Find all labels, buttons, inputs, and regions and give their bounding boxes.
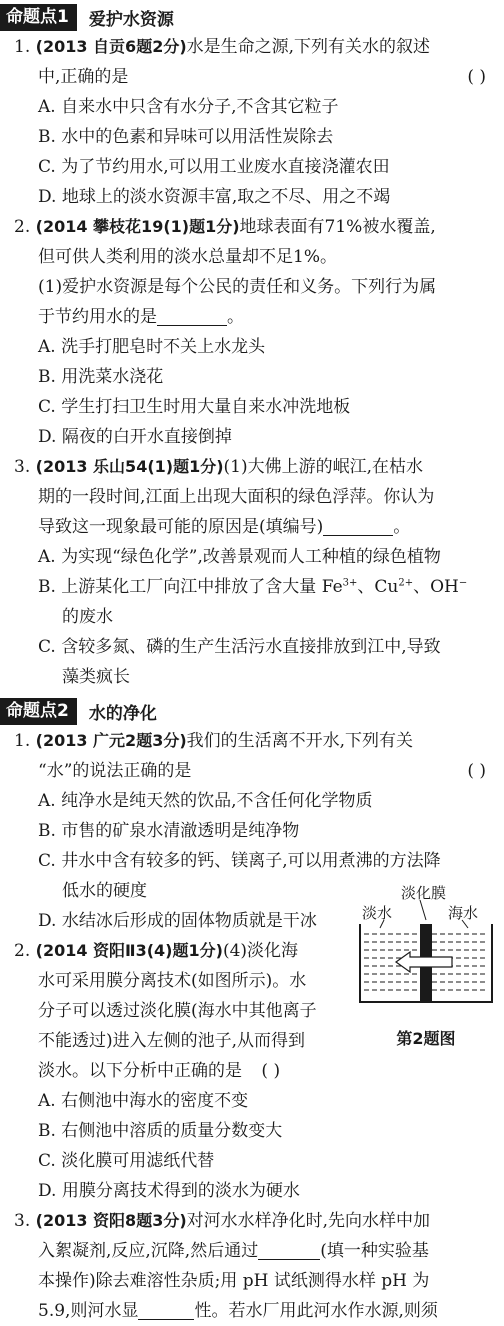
option-c: C. 学生打扫卫生时用大量自来水冲洗地板 bbox=[38, 397, 351, 417]
option-d: D. 地球上的淡水资源丰富,取之不尽、用之不竭 bbox=[38, 187, 391, 207]
answer-blank[interactable] bbox=[157, 305, 227, 326]
figure-caption: 第2题图 bbox=[396, 1029, 456, 1048]
worksheet-page: 命题点1 爱护水资源 1. (2013 自贡6题2分)水是生命之源,下列有关水的叙述 中,正确的是 ( ) A. 自来水中只含有水分子,不含其它粒子 B. 水中的色素和异味可以用活性炭除去 C. 为了节约用水,可以用工业废水直接浇灌农田 D. 地球上的淡水资源丰富,取之不尽、用之不竭 2. (2014 攀枝花19(1)题1分)地球表面有71%被水覆盖, 但可供人类利用的淡水总量却不足1%。 (1)爱护水资源是每个公民的责任和义务。下列行为属 于节约用水的是 。 A. 洗手打肥皂时不关上水龙头 B. 用洗菜水浇花 C. 学生打扫卫生时用大量自来水冲洗地板 D. 隔夜的白开水直接倒掉 3. (2013 乐山54(1)题1分)(1)大佛上游的岷江,在枯水 期的一段时间,江面上出现大面积的绿色浮萍。你认为 导致这一现象最可能的原因是(填编号) 。 A. 为实现“绿色化学”,改善景观而人工种植的绿色植物 B. 上游某化工厂向江中排放了含大量 $Fe^{3+}$、$Cu^{2+}$、OH− 的废水 C. 含较多氮、磷的生产生活污水直接排放到江中,导致 藻类疯长 命题点2 水的净化 1. (2013 广元2题3分)我们的生活离不开水,下列有关 “水”的说法正确的是 ( ) A. 纯净水是纯天然的饮品,不含任何化学物质 B. 市售的矿泉水清澈透明是纯净物 C. 井水中含有较多的钙、镁离子,可以用煮沸的方法降 低水的硬度 D. 水结冰后形成的固体物质就是干冰 2. (2014 资阳Ⅱ3(4)题1分)(4)淡化海 水可采用膜分离技术(如图所示)。水 分子可以透过淡化膜(海水中其他离子 不能透过)进入左侧的池子,从而得到 淡水。以下分析中正确的是 ( ) A. 右侧池中海水的密度不变 B. 右侧池中溶质的质量分数变大 C. 淡化膜可用滤纸代替 D. 用膜分离技术得到的淡水为硬水 3. (2013 资阳8题3分)对河水水样净化时,先向水样中加 入絮凝剂,反应,沉降,然后通过 (填一种实验基 本操作)除去难溶性杂质;用 pH 试纸测得水样 pH 为 5.9,则河水显 性。若水厂用此河水作水源,则须 bbox=[0, 0, 504, 1326]
answer-paren: ( ) bbox=[467, 67, 486, 87]
sea-water-label: 海水 bbox=[448, 904, 479, 922]
option-b: B. 右侧池中溶质的质量分数变大 bbox=[38, 1121, 283, 1141]
question-3: 3. (2013 乐山54(1)题1分)(1)大佛上游的岷江,在枯水 bbox=[14, 457, 424, 477]
option-c: C. 井水中含有较多的钙、镁离子,可以用煮沸的方法降 bbox=[38, 851, 441, 871]
option-a: A. 自来水中只含有水分子,不含其它粒子 bbox=[38, 97, 339, 117]
option-c: C. 淡化膜可用滤纸代替 bbox=[38, 1151, 215, 1171]
option-a: A. 洗手打肥皂时不关上水龙头 bbox=[38, 337, 266, 357]
option-c: C. 含较多氮、磷的生产生活污水直接排放到江中,导致 bbox=[38, 637, 441, 657]
option-b: B. 用洗菜水浇花 bbox=[38, 367, 164, 387]
question-source: (2013 自贡6题2分) bbox=[35, 37, 187, 56]
option-d: D. 用膜分离技术得到的淡水为硬水 bbox=[38, 1181, 300, 1201]
question-6: 3. (2013 资阳8题3分)对河水水样净化时,先向水样中加 bbox=[14, 1211, 431, 1231]
answer-paren: ( ) bbox=[261, 1061, 281, 1081]
question-source: (2014 攀枝花19(1)题1分) bbox=[35, 217, 240, 236]
membrane-figure bbox=[356, 884, 496, 1050]
option-a: A. 纯净水是纯天然的饮品,不含任何化学物质 bbox=[38, 791, 373, 811]
question-source: (2013 资阳8题3分) bbox=[35, 1211, 187, 1230]
option-c: C. 为了节约用水,可以用工业废水直接浇灌农田 bbox=[38, 157, 390, 177]
membrane-tank-diagram bbox=[356, 890, 496, 1010]
answer-blank[interactable] bbox=[258, 1239, 320, 1260]
section-header-1 bbox=[0, 2, 504, 32]
option-a: A. 右侧池中海水的密度不变 bbox=[38, 1091, 249, 1111]
fresh-water-label: 淡水 bbox=[362, 904, 393, 922]
section-title: 爱护水资源 bbox=[88, 9, 174, 30]
option-d: D. 水结冰后形成的固体物质就是干冰 bbox=[38, 911, 317, 931]
question-source: (2013 乐山54(1)题1分) bbox=[35, 457, 224, 476]
question-1: 1. (2013 自贡6题2分)水是生命之源,下列有关水的叙述 bbox=[14, 37, 431, 57]
option-b: B. 市售的矿泉水清澈透明是纯净物 bbox=[38, 821, 300, 841]
section-header-2 bbox=[0, 696, 504, 726]
section-tag: 命题点2 bbox=[0, 698, 77, 725]
section-tag: 命题点1 bbox=[0, 4, 77, 31]
question-source: (2014 资阳Ⅱ3(4)题1分) bbox=[35, 941, 223, 960]
answer-blank[interactable] bbox=[138, 1299, 194, 1320]
option-d: D. 隔夜的白开水直接倒掉 bbox=[38, 427, 232, 447]
option-a: A. 为实现“绿色化学”,改善景观而人工种植的绿色植物 bbox=[38, 547, 441, 567]
answer-blank[interactable] bbox=[323, 515, 393, 536]
option-b: B. 水中的色素和异味可以用活性炭除去 bbox=[38, 127, 334, 147]
question-4: 1. (2013 广元2题3分)我们的生活离不开水,下列有关 bbox=[14, 731, 414, 751]
section-title: 水的净化 bbox=[88, 703, 157, 724]
option-b: B. 上游某化工厂向江中排放了含大量 $Fe^{3+}$、$Cu^{2+}$、OH− bbox=[38, 577, 468, 597]
answer-paren: ( ) bbox=[467, 761, 486, 781]
question-2: 2. (2014 攀枝花19(1)题1分)地球表面有71%被水覆盖, bbox=[14, 217, 436, 237]
membrane-label: 淡化膜 bbox=[401, 884, 447, 902]
question-source: (2013 广元2题3分) bbox=[35, 731, 187, 750]
question-5: 2. (2014 资阳Ⅱ3(4)题1分)(4)淡化海 bbox=[14, 941, 299, 961]
